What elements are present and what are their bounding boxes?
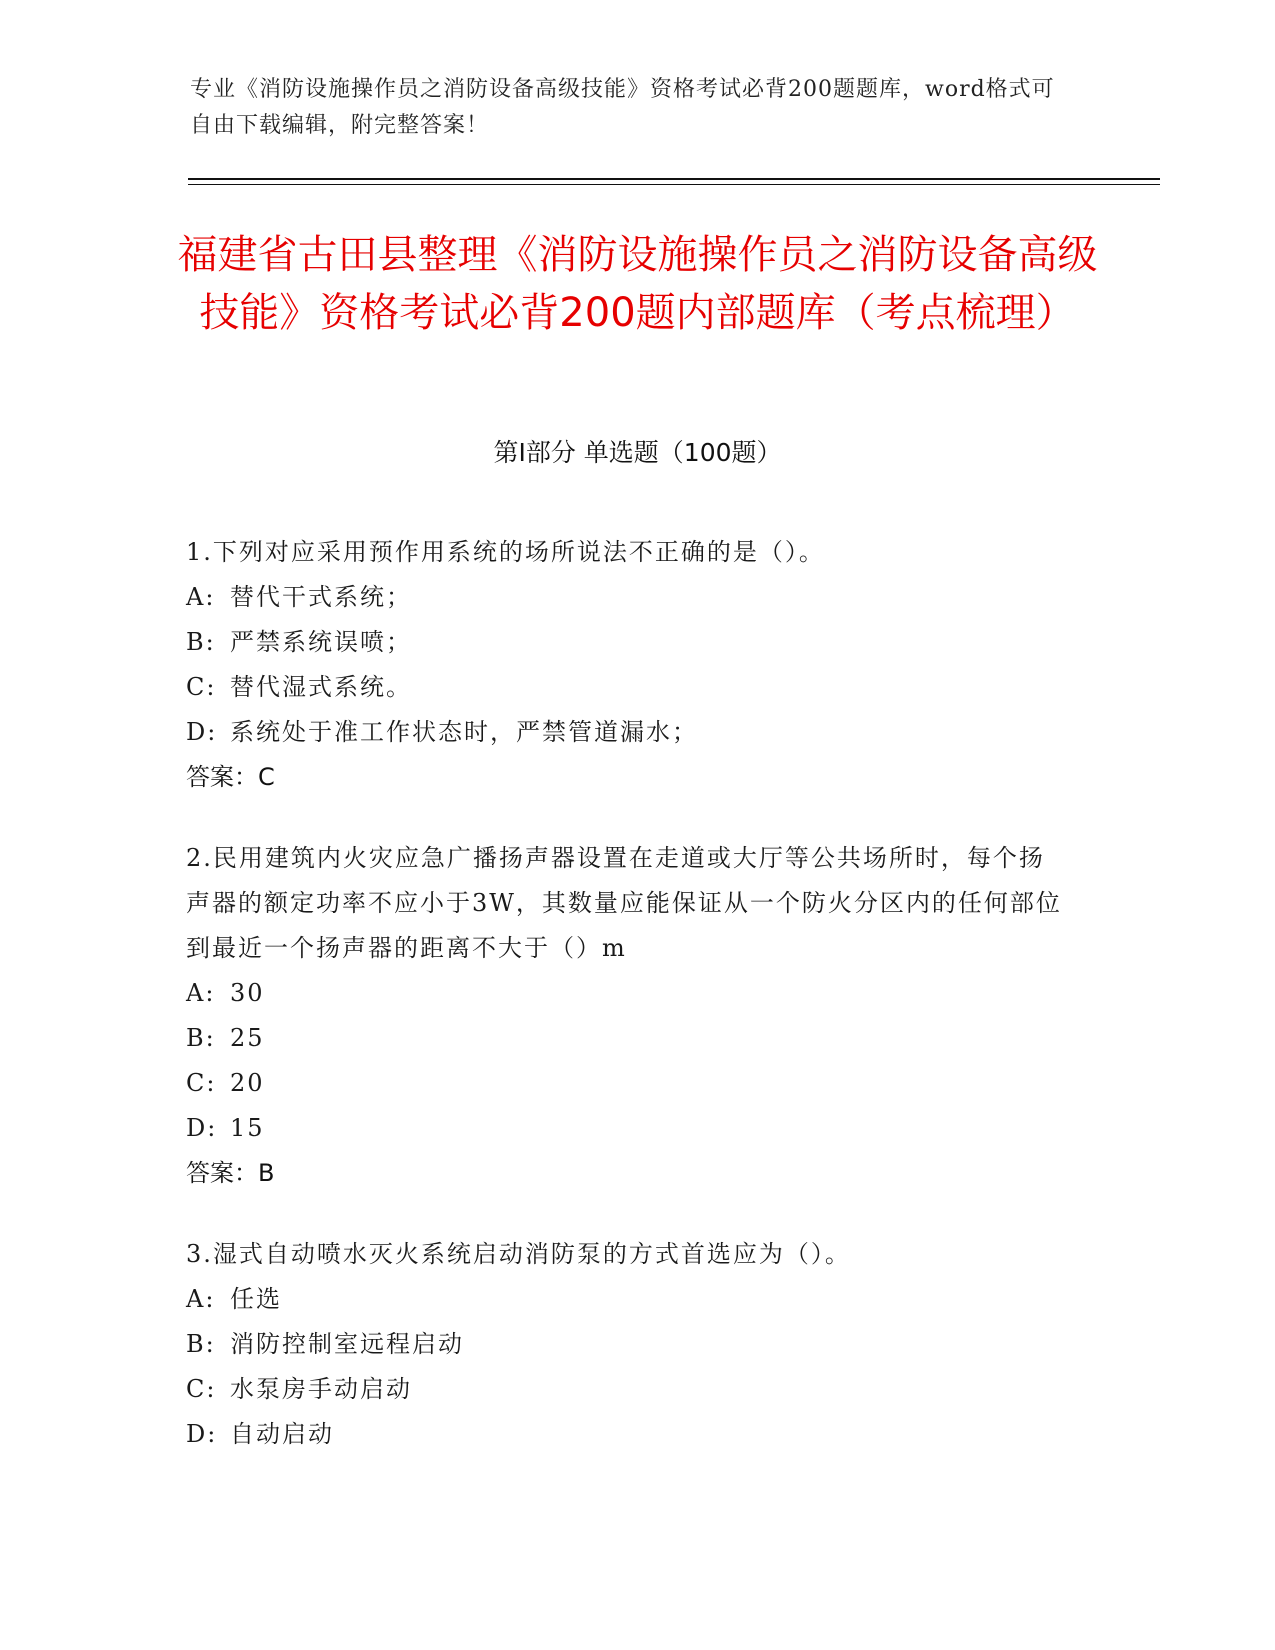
- question-list: [186, 530, 1066, 1493]
- document-title: 福建省古田县整理《消防设施操作员之消防设备高级技能》资格考试必背200题内部题库（考点梳理）: [177, 232, 1098, 336]
- option-key: D:: [186, 1420, 218, 1448]
- option-key: C:: [186, 673, 217, 701]
- option-key: A:: [186, 1285, 216, 1313]
- option-text: 任选: [230, 1285, 282, 1313]
- option-c: [186, 665, 1066, 710]
- option-d: [186, 710, 1066, 755]
- header-divider-thin: [188, 184, 1160, 185]
- option-text: 严禁系统误喷；: [230, 628, 412, 656]
- option-a: [186, 1277, 1066, 1322]
- question-stem: 1.下列对应采用预作用系统的场所说法不正确的是（）。: [186, 538, 825, 566]
- option-a: [186, 971, 1066, 1016]
- header-divider-thick: [188, 178, 1160, 180]
- question-item: [186, 1232, 1066, 1457]
- answer-text: 答案：C: [186, 763, 275, 791]
- option-d: [186, 1106, 1066, 1151]
- option-text: 水泵房手动启动: [230, 1375, 412, 1403]
- option-c: [186, 1367, 1066, 1412]
- option-text: 30: [230, 979, 265, 1007]
- option-text: 替代湿式系统。: [230, 673, 412, 701]
- option-b: [186, 620, 1066, 665]
- option-key: A:: [186, 979, 216, 1007]
- question-stem: 3.湿式自动喷水灭火系统启动消防泵的方式首选应为（）。: [186, 1240, 851, 1268]
- question-stem: 2.民用建筑内火灾应急广播扬声器设置在走道或大厅等公共场所时，每个扬声器的额定功率不应小于3W，其数量应能保证从一个防火分区内的任何部位到最近一个扬声器的距离不大于（）m: [186, 844, 1062, 962]
- header-note: 专业《消防设施操作员之消防设备高级技能》资格考试必背200题题库，word格式可自由下载编辑，附完整答案！: [190, 77, 1055, 138]
- option-text: 15: [230, 1114, 265, 1142]
- option-key: A:: [186, 583, 216, 611]
- option-key: B:: [186, 1330, 216, 1358]
- option-text: 替代干式系统；: [230, 583, 412, 611]
- option-text: 25: [230, 1024, 265, 1052]
- option-b: [186, 1016, 1066, 1061]
- question-item: [186, 530, 1066, 800]
- question-item: [186, 836, 1066, 1196]
- option-key: B:: [186, 1024, 216, 1052]
- section-title: 第Ⅰ部分 单选题（100题）: [493, 438, 782, 467]
- option-text: 自动启动: [230, 1420, 334, 1448]
- option-key: C:: [186, 1375, 217, 1403]
- option-c: [186, 1061, 1066, 1106]
- option-key: B:: [186, 628, 216, 656]
- option-key: D:: [186, 1114, 218, 1142]
- option-text: 20: [230, 1069, 265, 1097]
- option-a: [186, 575, 1066, 620]
- option-d: [186, 1412, 1066, 1457]
- option-text: 系统处于准工作状态时，严禁管道漏水；: [230, 718, 698, 746]
- option-key: C:: [186, 1069, 217, 1097]
- answer-text: 答案：B: [186, 1159, 275, 1187]
- option-key: D:: [186, 718, 218, 746]
- option-text: 消防控制室远程启动: [230, 1330, 464, 1358]
- option-b: [186, 1322, 1066, 1367]
